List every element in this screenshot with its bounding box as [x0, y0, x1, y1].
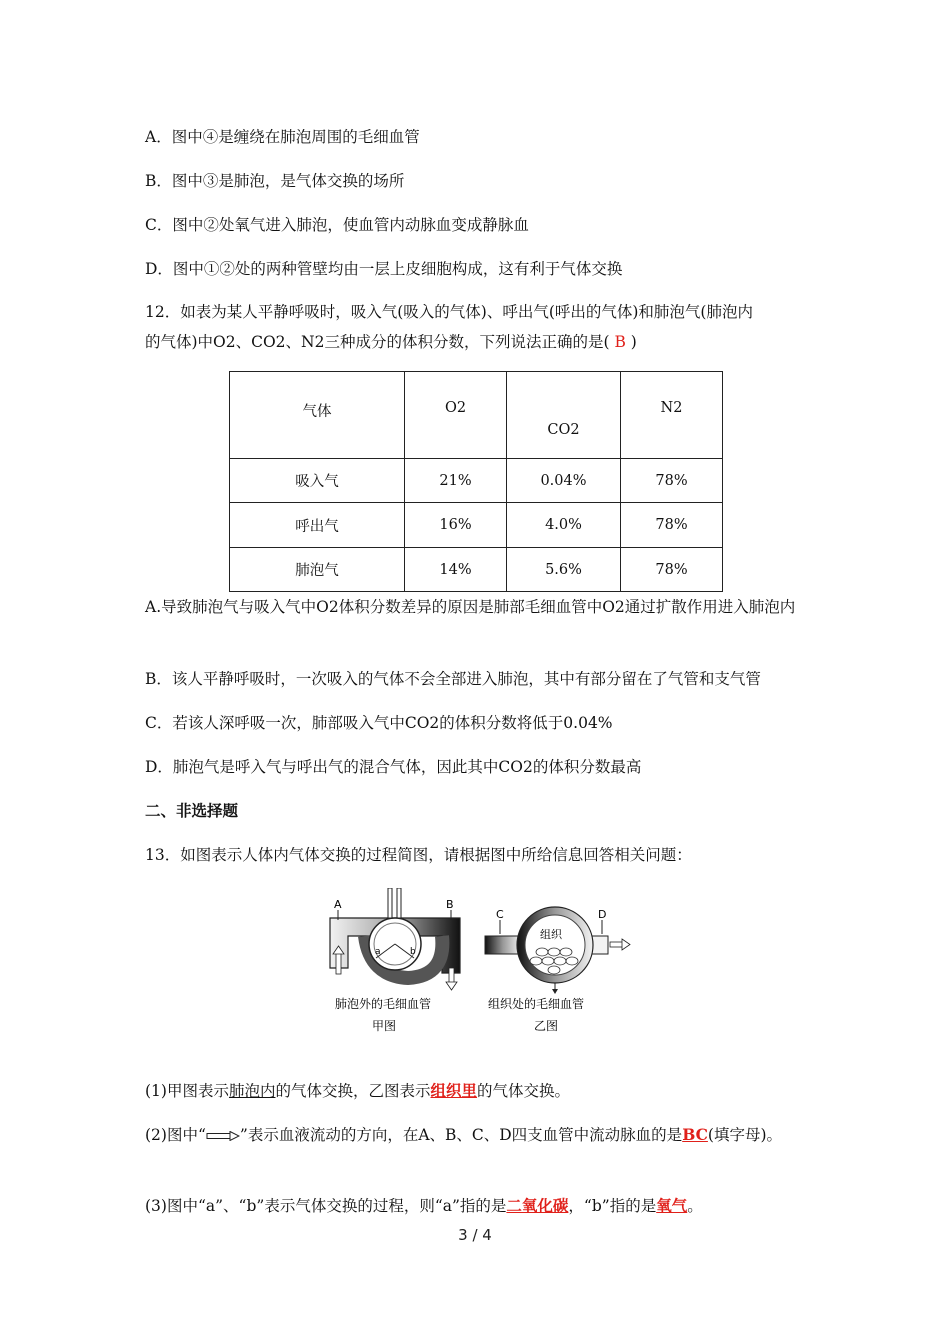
q13-stem: 13．如图表示人体内气体交换的过程简图，请根据图中所给信息回答相关问题：: [145, 846, 692, 864]
q11-option-d: D．图中①②处的两种管壁均由一层上皮细胞构成，这有利于气体交换: [145, 260, 623, 278]
q12-answer: B: [614, 333, 626, 351]
table-row: [230, 459, 723, 503]
q12-stem-close: ): [630, 333, 637, 351]
q13-part2-text: (填字母)。: [707, 1126, 783, 1144]
q12-option-c: C．若该人深呼吸一次，肺部吸入气中CO2的体积分数将低于0.04%: [145, 714, 613, 732]
q13-part3-text: (3)图中“a”、“b”表示气体交换的过程，则“a”指的是: [145, 1197, 507, 1215]
table-row: [230, 503, 723, 548]
table-cell: 78%: [621, 503, 723, 548]
table-cell: 5.6%: [507, 548, 621, 592]
label-C: C: [496, 908, 504, 921]
q13-part3-text: 。: [687, 1197, 703, 1215]
table-header-row: [230, 372, 723, 459]
q13-part1-text: 的气体交换。: [477, 1082, 571, 1100]
label-D: D: [598, 908, 607, 921]
q12-option-a: A.导致肺泡气与吸入气中O2体积分数差异的原因是肺部毛细血管中O2通过扩散作用进入肺泡内: [145, 598, 796, 616]
q13-part1: [145, 1080, 570, 1102]
table-cell: 78%: [621, 459, 723, 503]
blood-flow-arrow-icon: [610, 939, 630, 950]
q13-part3-text: ，“b”指的是: [568, 1197, 657, 1215]
table-cell: 16%: [405, 503, 507, 548]
section-title: 二、非选择题: [145, 802, 239, 820]
q12-option-b: B．该人平静呼吸时，一次吸入的气体不会全部进入肺泡，其中有部分留在了气管和支气管: [145, 670, 761, 688]
right-diagram: [485, 907, 630, 1033]
q11-option-a: A．图中④是缠绕在肺泡周围的毛细血管: [145, 128, 420, 146]
header-co2: CO2: [507, 372, 621, 459]
q12-option-d: D．肺泡气是呼入气与呼出气的混合气体，因此其中CO2的体积分数最高: [145, 758, 642, 776]
q12-stem-line1: 12．如表为某人平静呼吸时，吸入气(吸入的气体)、呼出气(呼出的气体)和肺泡气(肺泡内: [145, 303, 753, 321]
left-name: 甲图: [372, 1019, 397, 1033]
blood-flow-arrow-icon: [206, 1131, 240, 1141]
right-name: 乙图: [534, 1019, 559, 1033]
q13-part2-answer: BC: [682, 1125, 708, 1144]
label-A: A: [334, 898, 342, 911]
q13-part2-text: (2)图中“: [145, 1126, 206, 1144]
table-cell: 0.04%: [507, 459, 621, 503]
header-n2: N2: [621, 372, 723, 459]
q12-stem-line2: [145, 331, 637, 353]
q11-option-c: C．图中②处氧气进入肺泡，使血管内动脉血变成静脉血: [145, 216, 529, 234]
table-cell: 吸入气: [230, 459, 405, 503]
tissue-label: 组织: [540, 928, 562, 941]
label-a: a: [375, 947, 381, 957]
header-gas: 气体: [230, 372, 405, 459]
table-cell: 呼出气: [230, 503, 405, 548]
table-cell: 4.0%: [507, 503, 621, 548]
q13-part1-answer1: 肺泡内: [228, 1082, 276, 1100]
table-row: [230, 548, 723, 592]
q13-part2-text: ”表示血液流动的方向，在A、B、C、D四支血管中流动脉血的是: [239, 1126, 683, 1144]
left-caption: 肺泡外的毛细血管: [335, 997, 432, 1011]
q13-part1-text: 的气体交换，乙图表示: [275, 1082, 431, 1100]
page-number: 3 / 4: [458, 1226, 492, 1244]
table-cell: 21%: [405, 459, 507, 503]
q13-part1-answer2: 组织里: [430, 1081, 478, 1100]
header-o2: O2: [405, 372, 507, 459]
table-cell: 78%: [621, 548, 723, 592]
label-b: b: [410, 947, 416, 957]
gas-exchange-figure: [320, 888, 640, 1038]
q13-part2: [145, 1120, 810, 1150]
table-cell: 肺泡气: [230, 548, 405, 592]
label-B: B: [446, 898, 454, 911]
q13-part3: [145, 1195, 703, 1217]
gas-table: [229, 371, 723, 592]
right-caption: 组织处的毛细血管: [488, 997, 585, 1011]
q11-option-b: B．图中③是肺泡，是气体交换的场所: [145, 172, 405, 190]
q13-part3-answer2: 氧气: [656, 1196, 688, 1215]
q13-part1-text: (1)甲图表示: [145, 1082, 229, 1100]
q12-stem-text: 的气体)中O2、CO2、N2三种成分的体积分数，下列说法正确的是(: [145, 333, 610, 351]
q13-part3-answer1: 二氧化碳: [506, 1196, 569, 1215]
left-diagram: [330, 888, 460, 1033]
table-cell: 14%: [405, 548, 507, 592]
